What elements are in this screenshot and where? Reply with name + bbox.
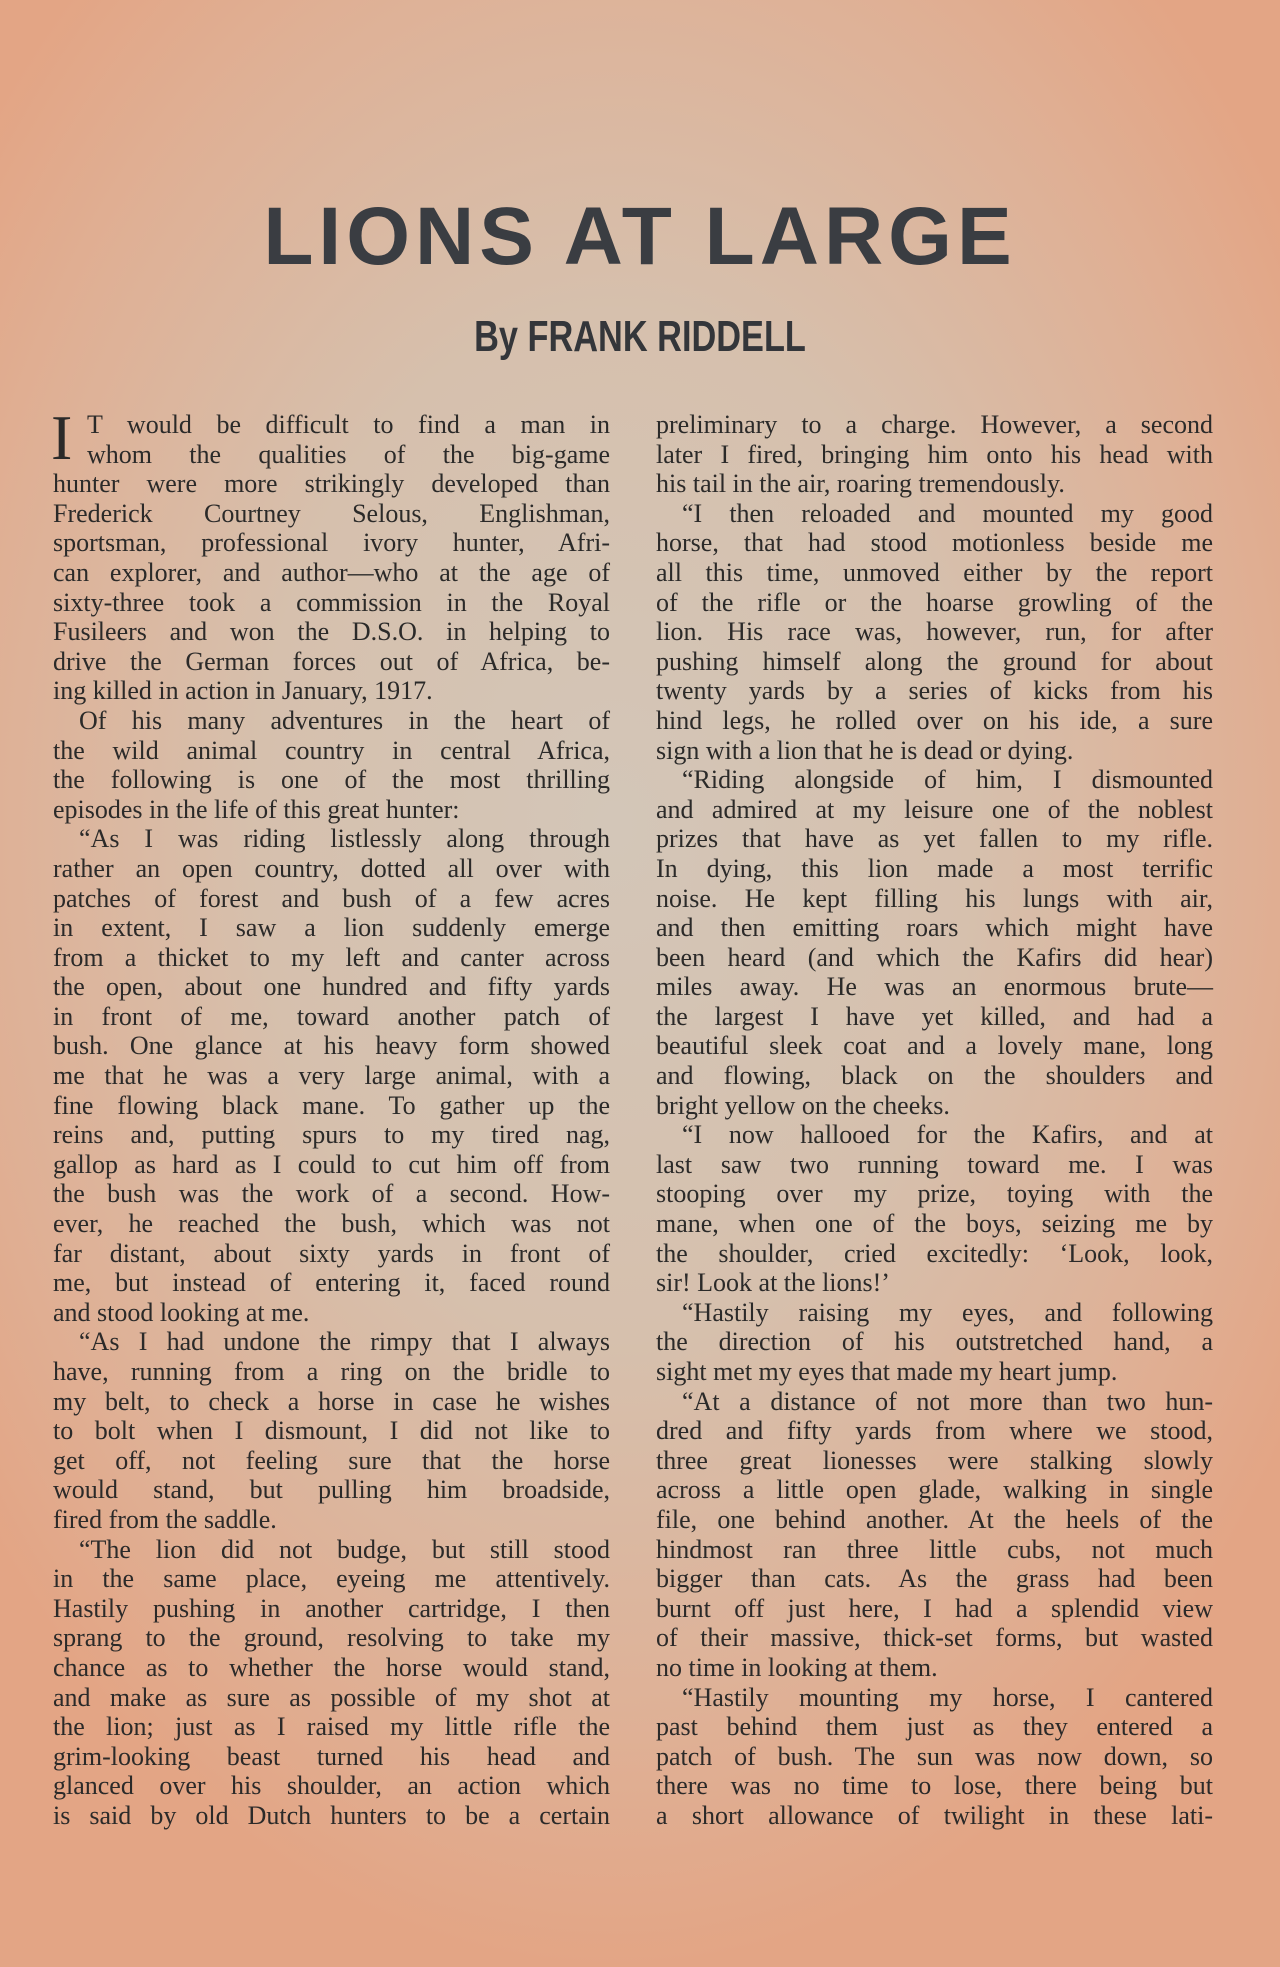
text-line: miles away. He was an enormous brute— [656,972,1213,1002]
paragraph [656,410,1213,499]
text-line: chance as to whether the horse would stand, [53,1652,610,1682]
text-line: the lion; just as I raised my little rifle the [53,1712,610,1742]
text-line: “Riding alongside of him, I dismounted [682,765,1213,795]
text-line: glanced over his shoulder, an action which [53,1771,610,1801]
text-line: the shoulder, cried excitedly: ‘Look, look, [656,1238,1213,1268]
text-line: fired from the saddle. [53,1504,277,1534]
drop-cap: I [51,402,73,473]
text-line: burnt off just here, I had a splendid view [656,1593,1213,1623]
text-line: and admired at my leisure one of the noblest [656,794,1213,824]
text-line: later I fired, bringing him onto his head with [656,439,1213,469]
text-line: Frederick Courtney Selous, Englishman, [53,498,610,528]
text-line: hindmost ran three little cubs, not much [656,1534,1213,1564]
text-line: past behind them just as they entered a [656,1712,1213,1742]
paragraph [656,1387,1213,1683]
text-line: pushing himself along the ground for about [656,646,1213,676]
text-line: last saw two running toward me. I was [656,1149,1213,1179]
text-line: twenty yards by a series of kicks from his [656,676,1213,706]
text-line: from a thicket to my left and canter across [53,942,610,972]
text-line: and stood looking at me. [53,1297,310,1327]
text-line: “I now hallooed for the Kafirs, and at [682,1120,1213,1150]
text-line: horse, that had stood motionless beside me [656,528,1213,558]
text-line: “As I had undone the rimpy that I always [79,1327,610,1357]
text-line: a short allowance of twilight in these lati- [656,1800,1213,1830]
text-line: noise. He kept filling his lungs with air, [656,883,1213,913]
text-line: file, one behind another. At the heels of the [656,1504,1213,1534]
article-byline: By FRANK RIDDELL [474,312,806,361]
text-line: lion. His race was, however, run, for after [656,617,1213,647]
text-line: been heard (and which the Kafirs did hear) [656,942,1213,972]
text-line: all this time, unmoved either by the report [656,557,1213,587]
paragraph [656,1298,1213,1387]
text-line: mane, when one of the boys, seizing me by [656,1209,1213,1239]
text-line: drive the German forces out of Africa, be- [53,646,610,676]
text-line: dred and fifty yards from where we stood, [656,1416,1213,1446]
text-line: beautiful sleek coat and a lovely mane, long [656,1031,1213,1061]
text-line: bigger than cats. As the grass had been [656,1564,1213,1594]
text-line: in front of me, toward another patch of [53,1001,610,1031]
text-line: sportsman, professional ivory hunter, Afri- [53,528,610,558]
paragraph [53,706,610,824]
text-line: sign with a lion that he is dead or dying. [656,735,1074,765]
text-line: hind legs, he rolled over on his ide, a sure [656,705,1213,735]
text-line: and then emitting roars which might have [656,913,1213,943]
text-line: ing killed in action in January, 1917. [53,676,433,706]
text-line: reins and, putting spurs to my tired nag, [53,1120,610,1150]
text-line: sir! Look at the lions!’ [656,1268,890,1298]
text-line: In dying, this lion made a most terrific [656,853,1213,883]
text-line: and flowing, black on the shoulders and [656,1061,1213,1091]
text-line: me, but instead of entering it, faced round [53,1268,610,1298]
paragraph [656,1683,1213,1831]
text-line: the wild animal country in central Africa, [53,735,610,765]
text-line: the direction of his outstretched hand, a [656,1327,1213,1357]
text-line: the bush was the work of a second. How- [53,1179,610,1209]
text-column-right [656,410,1213,1831]
text-line: there was no time to lose, there being but [656,1771,1213,1801]
text-line: hunter were more strikingly developed than [53,469,610,499]
text-column-left [51,402,610,1831]
paragraph [656,1120,1213,1298]
text-line: would stand, but pulling him broadside, [53,1475,610,1505]
text-line: bush. One glance at his heavy form showed [53,1031,610,1061]
text-line: have, running from a ring on the bridle to [53,1357,610,1386]
text-line: prizes that have as yet fallen to my rifle. [656,824,1213,854]
text-line: patch of bush. The sun was now down, so [656,1741,1213,1771]
text-line: me that he was a very large animal, with a [53,1061,610,1091]
text-line: patches of forest and bush of a few acres [53,883,610,913]
text-line: “As I was riding listlessly along through [79,824,610,854]
text-line: T would be difficult to find a man in [87,410,610,439]
text-line: can explorer, and author—who at the age of [53,557,610,587]
text-line: preliminary to a charge. However, a second [656,410,1213,439]
text-line: of the rifle or the hoarse growling of the [656,587,1213,617]
text-line: get off, not feeling sure that the horse [53,1445,610,1475]
text-line: episodes in the life of this great hunter: [53,794,460,824]
text-line: the open, about one hundred and fifty yards [53,972,610,1002]
text-line: the largest I have yet killed, and had a [656,1001,1213,1031]
text-line: and make as sure as possible of my shot at [53,1682,610,1712]
text-line: my belt, to check a horse in case he wishes [53,1386,610,1416]
paragraph [51,402,610,706]
text-line: is said by old Dutch hunters to be a certain [53,1800,610,1830]
text-line: sprang to the ground, resolving to take my [53,1623,610,1653]
paragraph [656,765,1213,1120]
text-line: sixty-three took a commission in the Royal [53,587,610,617]
text-line: ever, he reached the bush, which was not [53,1209,610,1239]
text-line: Fusileers and won the D.S.O. in helping to [53,617,610,647]
text-line: across a little open glade, walking in single [656,1475,1213,1505]
text-line: his tail in the air, roaring tremendously. [656,469,1065,499]
paragraph [53,1327,610,1534]
text-line: grim-looking beast turned his head and [53,1741,610,1771]
text-line: whom the qualities of the big-game [87,439,610,469]
text-line: of their massive, thick-set forms, but wasted [656,1623,1213,1653]
text-line: “At a distance of not more than two hun- [682,1386,1213,1416]
paragraph [53,824,610,1327]
text-line: “The lion did not budge, but still stood [79,1534,610,1564]
paragraph [53,1535,610,1831]
text-line: “I then reloaded and mounted my good [682,498,1213,528]
text-line: “Hastily raising my eyes, and following [682,1297,1213,1327]
text-line: Of his many adventures in the heart of [79,705,610,735]
article-title: LIONS AT LARGE [263,191,1017,282]
paragraph [656,499,1213,765]
text-line: three great lionesses were stalking slowly [656,1445,1213,1475]
text-line: to bolt when I dismount, I did not like to [53,1416,610,1446]
text-line: far distant, about sixty yards in front of [53,1238,610,1268]
text-line: sight met my eyes that made my heart jump. [656,1357,1118,1386]
text-line: “Hastily mounting my horse, I cantered [682,1682,1213,1712]
text-line: in extent, I saw a lion suddenly emerge [53,913,610,943]
text-line: in the same place, eyeing me attentively. [53,1564,610,1594]
text-line: fine flowing black mane. To gather up the [53,1090,610,1120]
text-line: no time in looking at them. [656,1652,938,1682]
text-line: rather an open country, dotted all over with [53,853,610,883]
text-line: stooping over my prize, toying with the [656,1179,1213,1209]
text-line: bright yellow on the cheeks. [656,1090,950,1120]
text-line: Hastily pushing in another cartridge, I then [53,1593,610,1623]
text-line: the following is one of the most thrilling [53,765,610,795]
text-line: gallop as hard as I could to cut him off from [53,1149,610,1179]
